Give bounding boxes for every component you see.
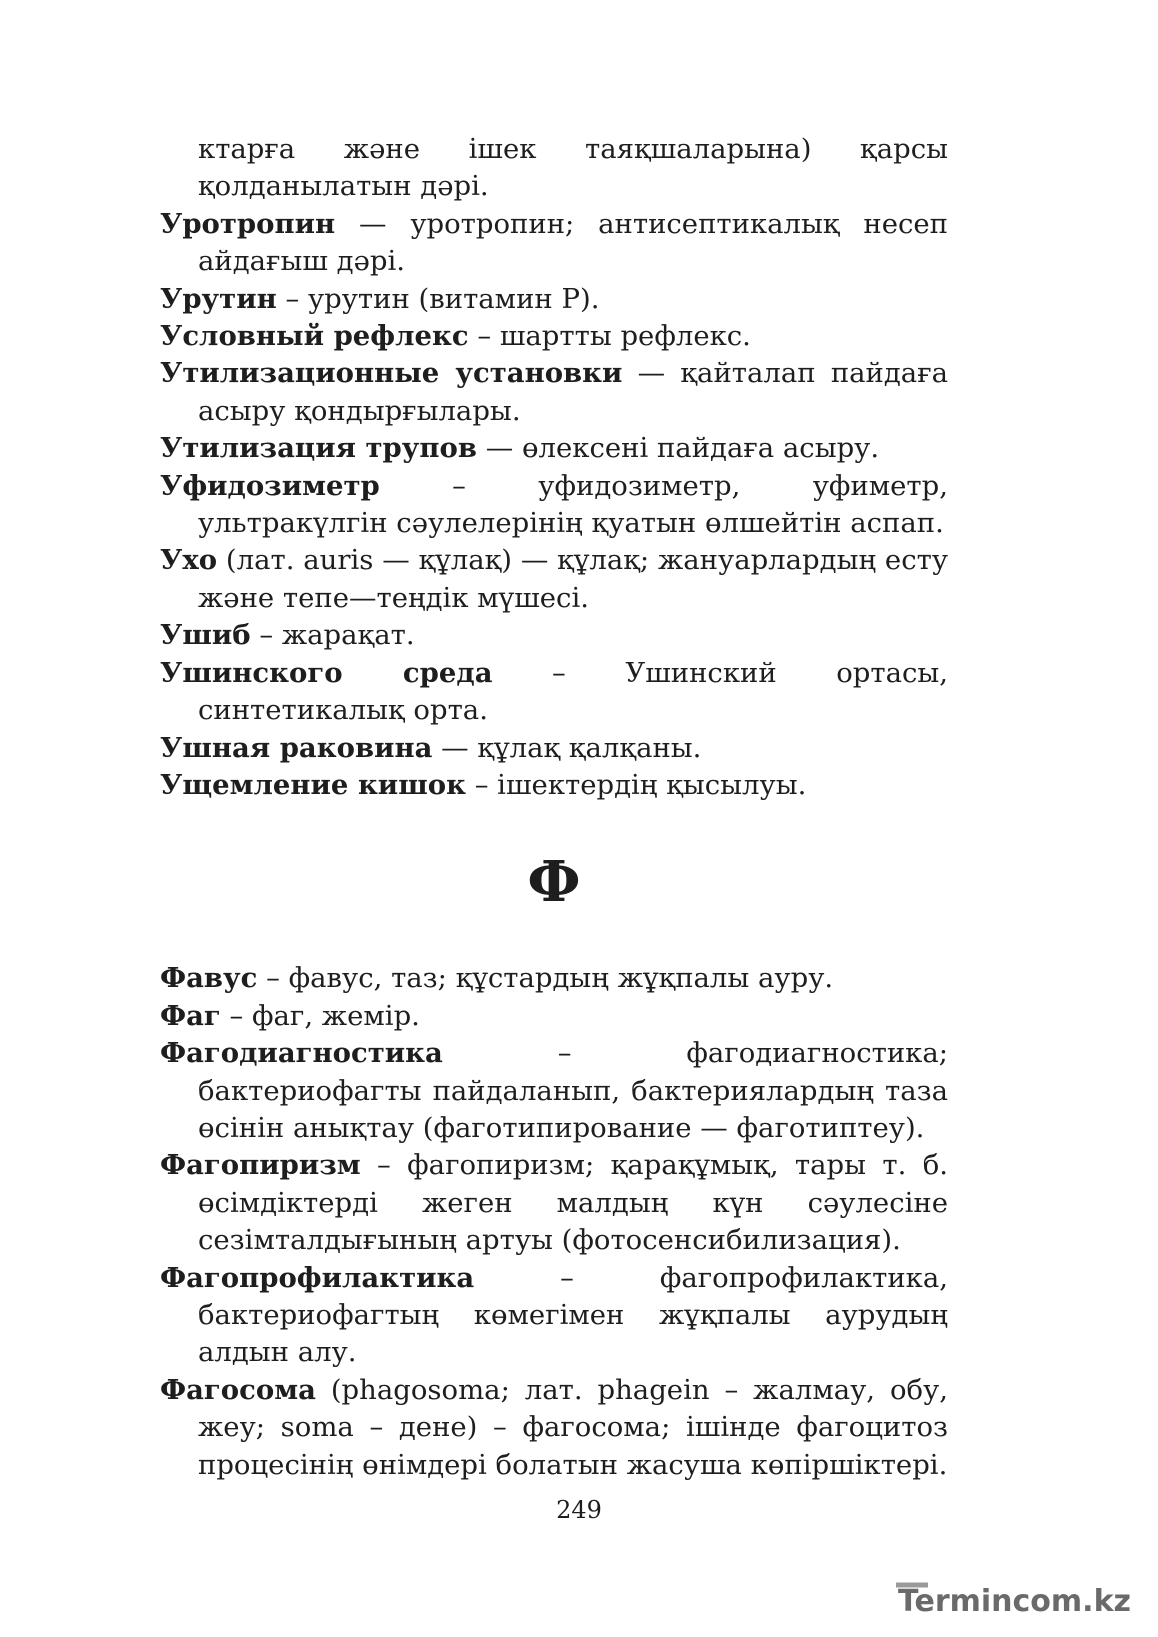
entry-ukho bbox=[160, 542, 948, 617]
entry-term: Урутин bbox=[160, 282, 277, 315]
entry-definition: – фагопрофилактика, бактериофагтың көмегімен жұқпалы аурудың алдын алу. bbox=[198, 1261, 948, 1369]
entry-definition: (лат. auris — құлақ) — құлақ; жануарлардың есту және тепе—теңдік мүшесі. bbox=[198, 544, 948, 614]
entry-definition: – уфидозиметр, уфиметр, ультракүлгін сәулелерінің қуатын өлшейтін аспап. bbox=[198, 469, 948, 540]
carryover-definition: ктарға және ішек таяқшаларына) қарсы қолданылатын дәрі. bbox=[198, 133, 948, 203]
entry-term: Ушиб bbox=[160, 619, 251, 652]
entry-term: Фагопиризм bbox=[160, 1149, 361, 1182]
entry-term: Ушная раковина bbox=[160, 731, 433, 764]
watermark-text: Termincom.kz bbox=[898, 1584, 1131, 1619]
entry-utilizatsionnye-ustanovki bbox=[160, 355, 948, 430]
entry-term: Фаг bbox=[160, 999, 221, 1032]
entry-fagosoma bbox=[160, 1372, 948, 1484]
entry-definition: – Ушинский ортасы, синтетикалық орта. bbox=[198, 656, 948, 727]
entry-fagodiagnostika bbox=[160, 1035, 948, 1147]
entry-term: Фавус bbox=[160, 962, 258, 995]
section-letter-heading: Ф bbox=[527, 849, 581, 916]
termincom-watermark bbox=[894, 1571, 1134, 1631]
entry-term: Утилизация трупов bbox=[160, 432, 477, 465]
entry-term: Фагодиагностика bbox=[160, 1037, 443, 1070]
entry-definition: – урутин (витамин Р). bbox=[276, 282, 600, 315]
entry-uslovny-refleks bbox=[160, 318, 948, 355]
entry-definition: — өлексені пайдаға асыру. bbox=[476, 432, 880, 465]
entries-u bbox=[160, 206, 948, 805]
entry-ushchemlenie-kishok bbox=[160, 767, 948, 804]
entry-term: Утилизационные установки bbox=[160, 357, 623, 390]
entry-term: Уфидозиметр bbox=[160, 469, 380, 502]
entry-definition: – шартты рефлекс. bbox=[468, 320, 751, 353]
entry-term: Уротропин bbox=[160, 207, 336, 240]
entry-definition: – жарақат. bbox=[250, 619, 415, 652]
entry-definition: – фавус, таз; құстардың жұқпалы ауру. bbox=[257, 962, 834, 995]
entry-ushnaya-rakovina bbox=[160, 730, 948, 767]
entry-fagopirizm bbox=[160, 1147, 948, 1259]
dictionary-page bbox=[160, 131, 948, 1484]
entry-definition: — құлақ қалқаны. bbox=[432, 731, 702, 764]
entry-definition: — қайталап пайдаға асыру қондырғылары. bbox=[198, 357, 948, 427]
page-number: 249 bbox=[556, 1496, 602, 1524]
entry-definition: – ішектердің қысылуы. bbox=[465, 768, 807, 801]
entry-term: Ущемление кишок bbox=[160, 768, 466, 801]
entry-definition: – фаг, жемір. bbox=[220, 999, 420, 1032]
entry-term: Фагосома bbox=[160, 1373, 316, 1406]
entry-ushib bbox=[160, 617, 948, 654]
entry-fagoprofilaktika bbox=[160, 1260, 948, 1372]
entries-f bbox=[160, 960, 948, 1484]
entry-definition: (phagosoma; лат. phagein – жалмау, обу, жеу; soma – дене) – фагосома; ішінде фагоцитоз процесінің өнімдері болатын жасуша көпіршіктері. bbox=[198, 1373, 948, 1481]
entry-definition: – фагопиризм; қарақұмық, тары т. б. өсімдіктерді жеген малдың күн сәулесіне сезімталдығының артуы (фотосенсибилизация). bbox=[198, 1149, 948, 1257]
entry-definition: — уротропин; антисептикалық несеп айдағыш дәрі. bbox=[198, 207, 948, 278]
entry-urotropin bbox=[160, 206, 948, 281]
entry-term: Условный рефлекс bbox=[160, 320, 469, 353]
entry-fag bbox=[160, 998, 948, 1035]
entry-ufidozimetr bbox=[160, 468, 948, 543]
entry-term: Ушинского среда bbox=[160, 656, 493, 689]
entry-favus bbox=[160, 960, 948, 997]
entry-ushinskogo-sreda bbox=[160, 655, 948, 730]
entry-term: Ухо bbox=[160, 544, 218, 577]
entry-definition: – фагодиагностика; бактериофагты пайдаланып, бактериялардың таза өсінін анықтау (фаготипирование — фаготиптеу). bbox=[198, 1037, 948, 1144]
entry-term: Фагопрофилактика bbox=[160, 1261, 475, 1294]
entry-urutin bbox=[160, 281, 948, 318]
entry-utilizatsiya-trupov bbox=[160, 430, 948, 467]
